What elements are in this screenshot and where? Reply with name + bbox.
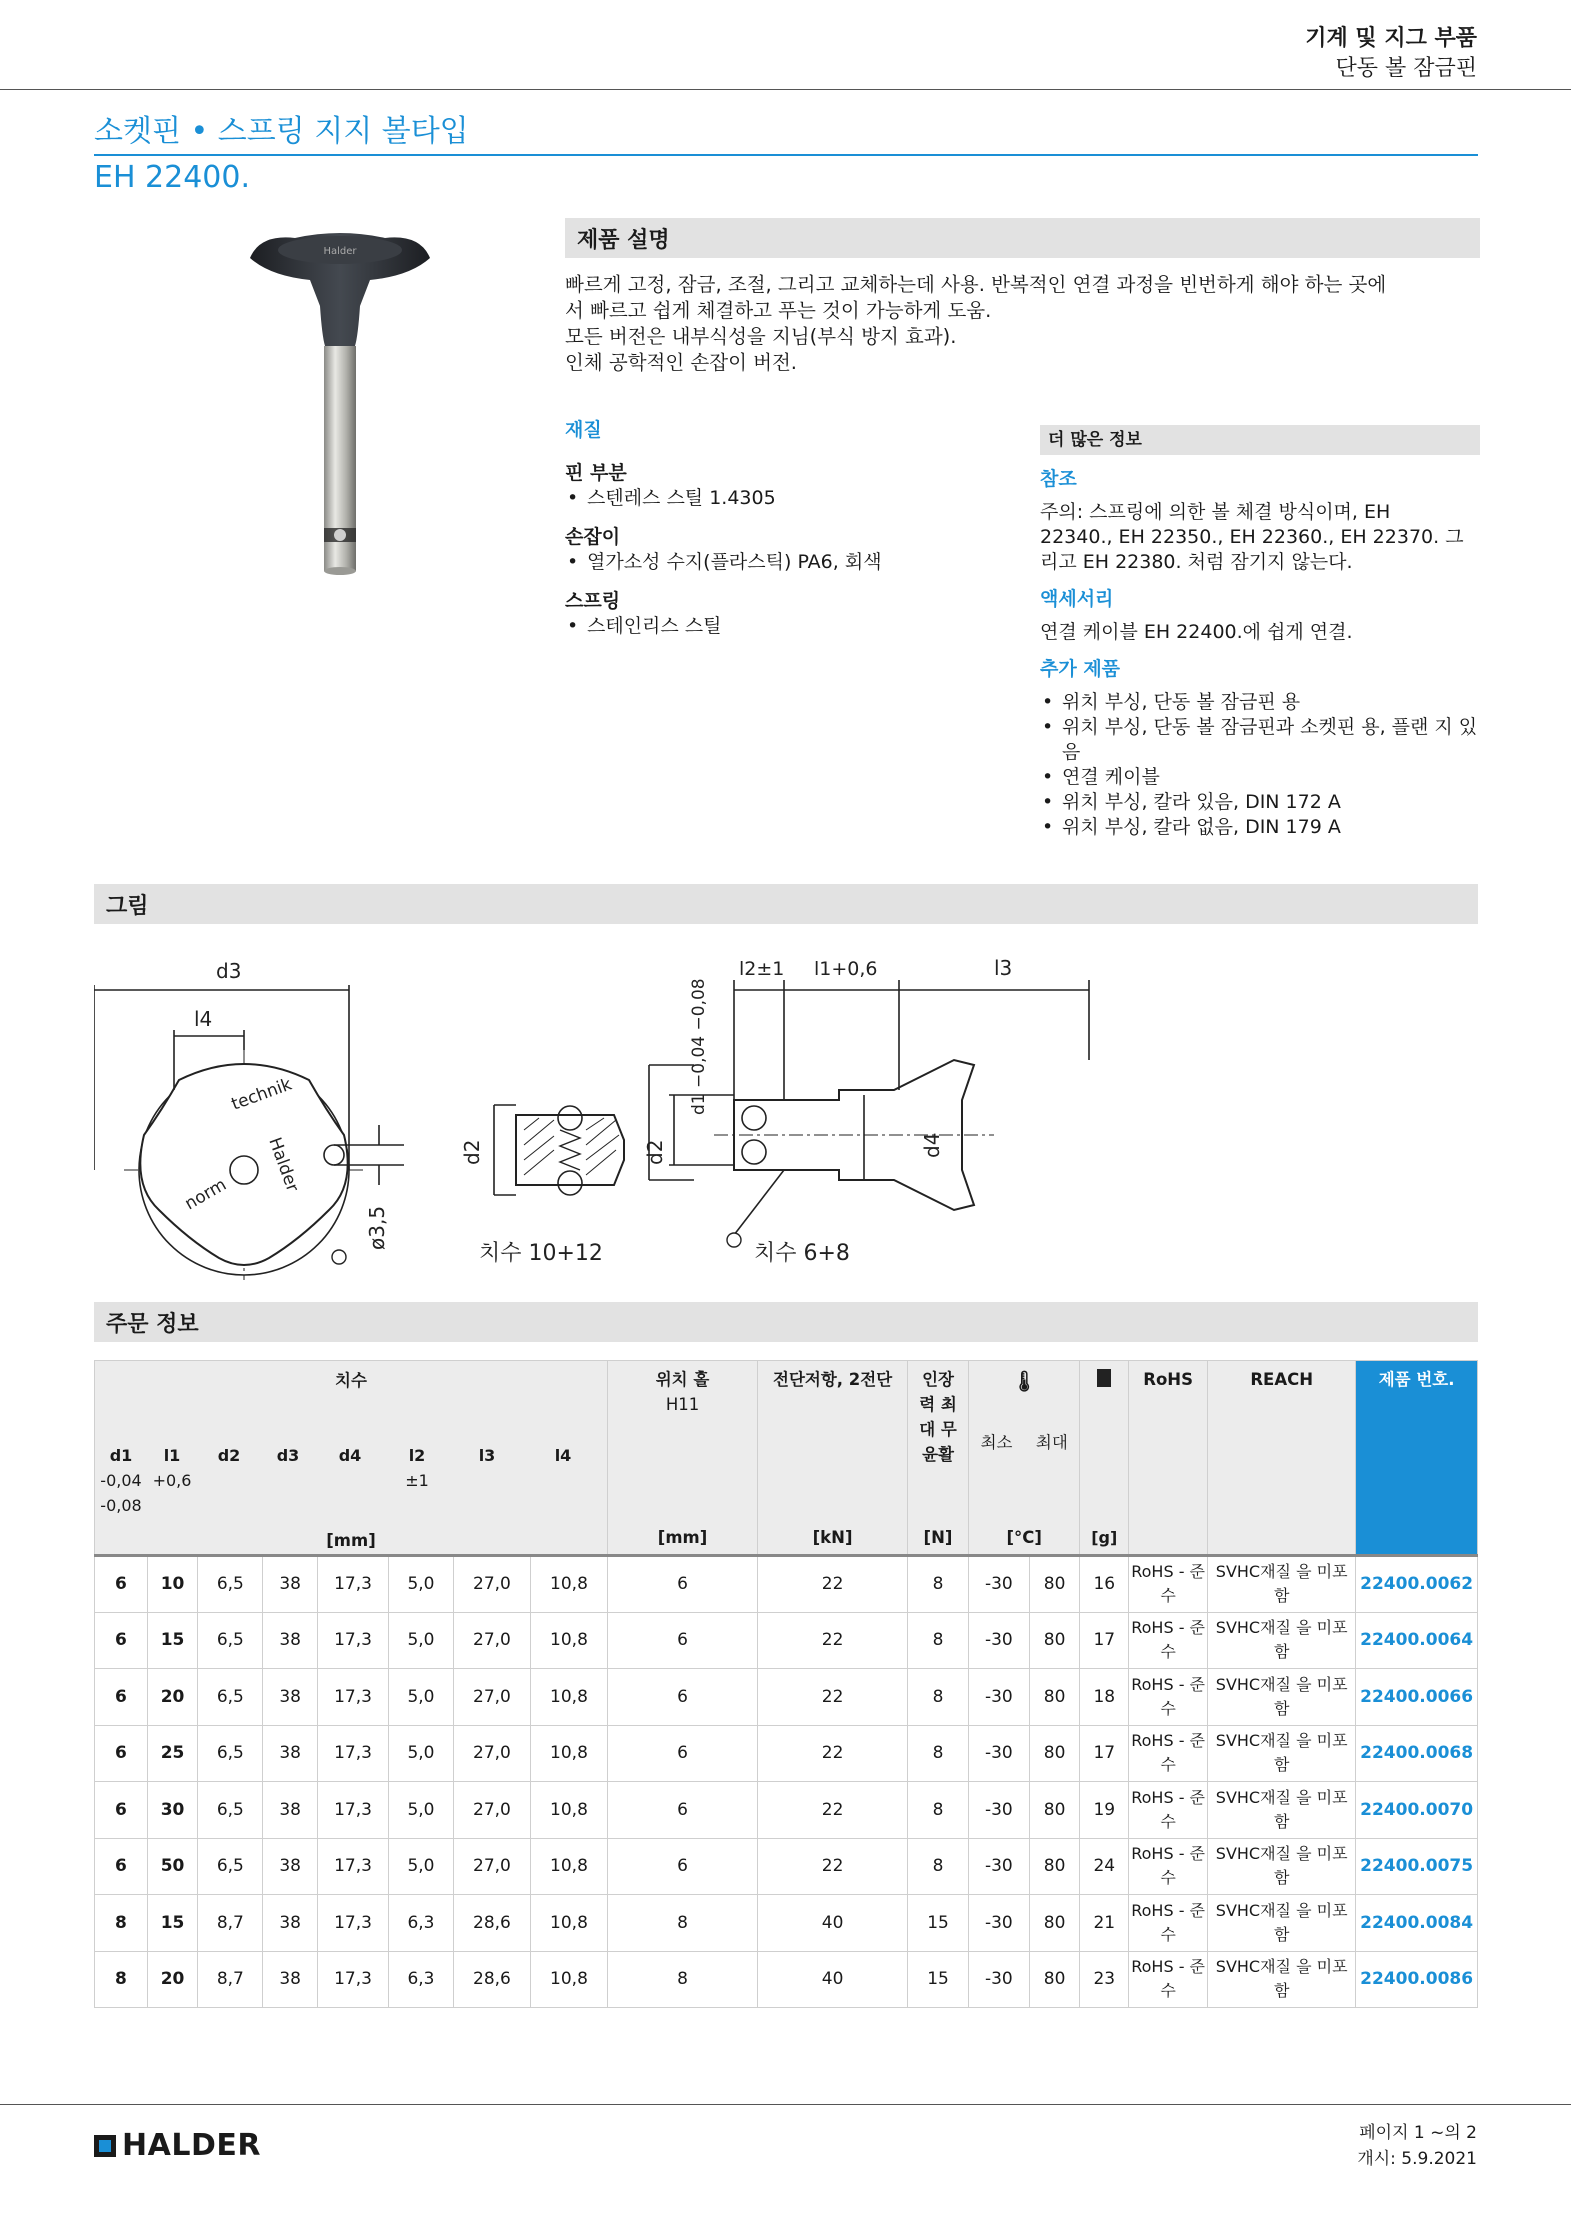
additional-product-item: • 위치 부싱, 단동 볼 잠금핀과 소켓핀 용, 플랜 지 있음 bbox=[1040, 715, 1480, 765]
title-block bbox=[94, 112, 1478, 196]
table-cell: RoHS - 준수 bbox=[1129, 1725, 1208, 1782]
l1-tolerance: +0,6 bbox=[152, 1471, 192, 1490]
table-cell: 19 bbox=[1080, 1782, 1129, 1839]
description-line: 모든 버전은 내부식성을 지님(부식 방지 효과). bbox=[565, 325, 957, 348]
table-cell: RoHS - 준수 bbox=[1129, 1782, 1208, 1839]
table-cell: 38 bbox=[263, 1782, 318, 1839]
table-cell: 28,6 bbox=[453, 1895, 530, 1952]
table-cell: SVHC재질 을 미포함 bbox=[1208, 1725, 1356, 1782]
col-d4: d4 bbox=[338, 1446, 362, 1465]
table-cell: 5,0 bbox=[389, 1782, 454, 1839]
table-cell: 38 bbox=[263, 1669, 318, 1726]
table-cell: 40 bbox=[758, 1951, 908, 2008]
table-cell: 80 bbox=[1029, 1782, 1080, 1839]
material-group-name: 핀 부분 bbox=[565, 462, 627, 484]
table-cell: 17,3 bbox=[318, 1669, 389, 1726]
title-separator: • bbox=[190, 114, 209, 149]
table-cell: 40 bbox=[758, 1895, 908, 1952]
table-row bbox=[95, 1612, 1478, 1669]
page-number: 페이지 1 ~의 2 bbox=[1359, 2123, 1477, 2143]
table-cell: SVHC재질 을 미포함 bbox=[1208, 1669, 1356, 1726]
col-l2-label: l2 bbox=[408, 1446, 426, 1465]
description-line: 빠르게 고정, 잠금, 조절, 그리고 교체하는데 사용. 반복적인 연결 과정을 빈번하게 해야 하는 곳에 bbox=[565, 273, 1387, 296]
issue-date: 개시: 5.9.2021 bbox=[1357, 2149, 1477, 2169]
col-l1-label: l1 bbox=[163, 1446, 181, 1465]
temperature-header bbox=[968, 1361, 1080, 1556]
reach-header: REACH bbox=[1208, 1361, 1356, 1556]
table-cell: 6 bbox=[608, 1612, 758, 1669]
weight-icon bbox=[1097, 1369, 1111, 1387]
page-title bbox=[94, 112, 1478, 152]
table-cell: 27,0 bbox=[453, 1612, 530, 1669]
table-cell: 17,3 bbox=[318, 1895, 389, 1952]
table-cell: 8,7 bbox=[198, 1951, 263, 2008]
table-cell: 22 bbox=[758, 1669, 908, 1726]
knob-text-norm: norm bbox=[181, 1174, 230, 1215]
temp-max-label: 최대 bbox=[1035, 1433, 1068, 1452]
table-cell: 5,0 bbox=[389, 1669, 454, 1726]
product-number-cell[interactable]: 22400.0086 bbox=[1356, 1951, 1478, 2008]
table-cell: 6 bbox=[95, 1612, 148, 1669]
table-cell: RoHS - 준수 bbox=[1129, 1951, 1208, 2008]
table-cell: 80 bbox=[1029, 1725, 1080, 1782]
table-cell: 8 bbox=[95, 1895, 148, 1952]
table-cell: 16 bbox=[1080, 1556, 1129, 1613]
logo-mark-icon bbox=[94, 2135, 116, 2157]
col-d1 bbox=[95, 1443, 147, 1518]
material-item: • 열가소성 수지(플라스틱) PA6, 회색 bbox=[565, 550, 985, 575]
dims-title: 치수 bbox=[335, 1371, 367, 1390]
table-cell: 6 bbox=[608, 1669, 758, 1726]
pull-header bbox=[908, 1361, 969, 1556]
table-row bbox=[95, 1782, 1478, 1839]
label-d3: d3 bbox=[216, 959, 242, 983]
halder-logo bbox=[94, 2128, 261, 2163]
table-cell: 10,8 bbox=[530, 1951, 607, 2008]
product-number-cell[interactable]: 22400.0075 bbox=[1356, 1838, 1478, 1895]
table-cell: RoHS - 준수 bbox=[1129, 1612, 1208, 1669]
table-row bbox=[95, 1725, 1478, 1782]
table-cell: 8 bbox=[908, 1669, 969, 1726]
table-cell: 6 bbox=[95, 1669, 148, 1726]
table-cell: 8 bbox=[908, 1612, 969, 1669]
table-cell: 80 bbox=[1029, 1612, 1080, 1669]
table-cell: 10,8 bbox=[530, 1556, 607, 1613]
weight-header bbox=[1080, 1361, 1129, 1556]
l2-tolerance: ±1 bbox=[405, 1471, 429, 1490]
table-cell: SVHC재질 을 미포함 bbox=[1208, 1612, 1356, 1669]
table-cell: 20 bbox=[147, 1669, 198, 1726]
table-cell: 15 bbox=[908, 1951, 969, 2008]
table-cell: 5,0 bbox=[389, 1612, 454, 1669]
additional-product-item: • 위치 부싱, 칼라 있음, DIN 172 A bbox=[1040, 790, 1480, 815]
caption-size-6-8: 치수 6+8 bbox=[754, 1241, 850, 1266]
table-cell: 6,5 bbox=[198, 1838, 263, 1895]
order-heading: 주문 정보 bbox=[94, 1302, 1478, 1342]
table-cell: 17 bbox=[1080, 1612, 1129, 1669]
dims-unit: [mm] bbox=[326, 1531, 376, 1550]
table-cell: RoHS - 준수 bbox=[1129, 1669, 1208, 1726]
label-phi35: ø3,5 bbox=[365, 1205, 389, 1250]
table-cell: 27,0 bbox=[453, 1838, 530, 1895]
rohs-header: RoHS bbox=[1129, 1361, 1208, 1556]
table-cell: 10,8 bbox=[530, 1725, 607, 1782]
table-cell: 22 bbox=[758, 1838, 908, 1895]
note-line: 리고 EH 22380. 처럼 잠기지 않는다. bbox=[1040, 551, 1353, 573]
material-section bbox=[565, 418, 985, 639]
table-cell: SVHC재질 을 미포함 bbox=[1208, 1838, 1356, 1895]
product-number-cell[interactable]: 22400.0070 bbox=[1356, 1782, 1478, 1839]
table-cell: 22 bbox=[758, 1782, 908, 1839]
dims-header bbox=[95, 1361, 608, 1556]
table-cell: 80 bbox=[1029, 1951, 1080, 2008]
table-cell: 6,5 bbox=[198, 1612, 263, 1669]
table-cell: 10 bbox=[147, 1556, 198, 1613]
knob-text-technik: technik bbox=[228, 1074, 295, 1115]
col-d1-label: d1 bbox=[109, 1446, 133, 1465]
table-cell: 80 bbox=[1029, 1556, 1080, 1613]
table-cell: 8 bbox=[608, 1951, 758, 2008]
d1-tolerance: -0,04 -0,08 bbox=[100, 1471, 142, 1515]
table-cell: 38 bbox=[263, 1725, 318, 1782]
table-cell: 15 bbox=[147, 1612, 198, 1669]
table-cell: 27,0 bbox=[453, 1556, 530, 1613]
description-line: 인체 공학적인 손잡이 버전. bbox=[565, 351, 798, 374]
table-cell: 6,3 bbox=[389, 1951, 454, 2008]
table-cell: 22 bbox=[758, 1612, 908, 1669]
table-cell: 6,5 bbox=[198, 1669, 263, 1726]
label-d2-b: d2 bbox=[643, 1139, 667, 1165]
product-number-header: 제품 번호. bbox=[1356, 1361, 1478, 1556]
table-cell: SVHC재질 을 미포함 bbox=[1208, 1782, 1356, 1839]
table-cell: 23 bbox=[1080, 1951, 1129, 2008]
label-l1: l1+0,6 bbox=[814, 958, 878, 980]
table-cell: 27,0 bbox=[453, 1782, 530, 1839]
pull-label: 인장력 최대 무윤활 bbox=[919, 1370, 957, 1464]
material-item: • 스테인리스 스틸 bbox=[565, 614, 985, 639]
description-text bbox=[565, 272, 1480, 376]
product-number-cell[interactable]: 22400.0066 bbox=[1356, 1669, 1478, 1726]
technical-drawing bbox=[94, 940, 1194, 1280]
table-cell: 22 bbox=[758, 1556, 908, 1613]
table-cell: 5,0 bbox=[389, 1725, 454, 1782]
material-heading: 재질 bbox=[565, 419, 602, 441]
shear-unit: [kN] bbox=[812, 1528, 853, 1547]
table-cell: 24 bbox=[1080, 1838, 1129, 1895]
knob-text-halder: Halder bbox=[264, 1134, 303, 1195]
label-l2: l2±1 bbox=[739, 958, 785, 980]
table-cell: 10,8 bbox=[530, 1895, 607, 1952]
product-photo bbox=[240, 228, 440, 588]
additional-product-item: • 연결 케이블 bbox=[1040, 765, 1480, 790]
table-cell: 17,3 bbox=[318, 1725, 389, 1782]
shear-header bbox=[758, 1361, 908, 1556]
table-row bbox=[95, 1951, 1478, 2008]
note-line: 22340., EH 22350., EH 22360., EH 22370. 그 bbox=[1040, 526, 1464, 548]
table-cell: 15 bbox=[147, 1895, 198, 1952]
table-cell: 27,0 bbox=[453, 1669, 530, 1726]
table-cell: 6 bbox=[95, 1838, 148, 1895]
header-category: 기계 및 지그 부품 bbox=[1305, 26, 1477, 51]
order-table bbox=[94, 1360, 1478, 2008]
table-cell: SVHC재질 을 미포함 bbox=[1208, 1895, 1356, 1952]
table-cell: 80 bbox=[1029, 1669, 1080, 1726]
table-cell: 8 bbox=[908, 1782, 969, 1839]
table-row bbox=[95, 1669, 1478, 1726]
table-cell: -30 bbox=[968, 1669, 1029, 1726]
table-cell: 17,3 bbox=[318, 1951, 389, 2008]
table-cell: 10,8 bbox=[530, 1782, 607, 1839]
table-cell: 6,5 bbox=[198, 1725, 263, 1782]
table-cell: 80 bbox=[1029, 1895, 1080, 1952]
more-info-bar: 더 많은 정보 bbox=[1040, 425, 1480, 455]
table-cell: 30 bbox=[147, 1782, 198, 1839]
label-d4: d4 bbox=[920, 1132, 944, 1158]
photo-brand-text: Halder bbox=[323, 246, 357, 257]
table-cell: 5,0 bbox=[389, 1838, 454, 1895]
table-cell: RoHS - 준수 bbox=[1129, 1838, 1208, 1895]
label-d1: d1 −0,04 −0,08 bbox=[689, 978, 709, 1115]
material-group-name: 손잡이 bbox=[565, 526, 621, 548]
additional-product-item: • 위치 부싱, 단동 볼 잠금핀 용 bbox=[1040, 690, 1480, 715]
col-l1 bbox=[147, 1443, 197, 1518]
table-cell: 38 bbox=[263, 1895, 318, 1952]
table-cell: 20 bbox=[147, 1951, 198, 2008]
table-cell: 8 bbox=[908, 1725, 969, 1782]
header-divider bbox=[0, 89, 1571, 90]
table-cell: -30 bbox=[968, 1725, 1029, 1782]
pos-hole-label: 위치 홀 bbox=[655, 1370, 710, 1389]
title-rule bbox=[94, 154, 1478, 156]
table-cell: 21 bbox=[1080, 1895, 1129, 1952]
table-cell: 25 bbox=[147, 1725, 198, 1782]
accessory-heading: 액세서리 bbox=[1040, 588, 1114, 610]
table-cell: 8,7 bbox=[198, 1895, 263, 1952]
footer-meta bbox=[1357, 2120, 1477, 2172]
table-cell: 6 bbox=[95, 1725, 148, 1782]
description-heading: 제품 설명 bbox=[565, 218, 1480, 258]
table-cell: 80 bbox=[1029, 1838, 1080, 1895]
note-heading: 참조 bbox=[1040, 468, 1077, 490]
table-cell: RoHS - 준수 bbox=[1129, 1895, 1208, 1952]
temp-min-label: 최소 bbox=[980, 1433, 1013, 1452]
table-cell: 18 bbox=[1080, 1669, 1129, 1726]
table-cell: 27,0 bbox=[453, 1725, 530, 1782]
table-cell: 38 bbox=[263, 1951, 318, 2008]
table-row bbox=[95, 1838, 1478, 1895]
col-l3: l3 bbox=[478, 1446, 496, 1465]
table-cell: 6 bbox=[608, 1782, 758, 1839]
table-cell: -30 bbox=[968, 1895, 1029, 1952]
table-cell: SVHC재질 을 미포함 bbox=[1208, 1951, 1356, 2008]
table-cell: -30 bbox=[968, 1556, 1029, 1613]
col-l2 bbox=[385, 1443, 449, 1518]
table-cell: 10,8 bbox=[530, 1838, 607, 1895]
label-d2-a: d2 bbox=[460, 1139, 484, 1165]
table-cell: 17,3 bbox=[318, 1612, 389, 1669]
label-l4: l4 bbox=[194, 1007, 213, 1031]
table-cell: -30 bbox=[968, 1612, 1029, 1669]
thermometer-icon: 🌡 bbox=[1011, 1369, 1037, 1393]
pos-hole-unit: [mm] bbox=[657, 1528, 708, 1547]
pos-hole-header bbox=[608, 1361, 758, 1556]
table-cell: 17 bbox=[1080, 1725, 1129, 1782]
table-cell: 6 bbox=[608, 1838, 758, 1895]
description-line: 서 빠르고 쉽게 체결하고 푸는 것이 가능하게 도움. bbox=[565, 299, 992, 322]
product-number-cell[interactable]: 22400.0084 bbox=[1356, 1895, 1478, 1952]
col-l4: l4 bbox=[554, 1446, 572, 1465]
col-d3: d3 bbox=[276, 1446, 300, 1465]
product-number-cell[interactable]: 22400.0068 bbox=[1356, 1725, 1478, 1782]
table-cell: 8 bbox=[608, 1895, 758, 1952]
table-cell: 22 bbox=[758, 1725, 908, 1782]
table-cell: 17,3 bbox=[318, 1782, 389, 1839]
pull-unit: [N] bbox=[923, 1528, 953, 1547]
table-cell: 15 bbox=[908, 1895, 969, 1952]
weight-unit: [g] bbox=[1091, 1528, 1118, 1547]
col-d2: d2 bbox=[217, 1446, 241, 1465]
material-item: • 스텐레스 스틸 1.4305 bbox=[565, 486, 985, 511]
footer-divider bbox=[0, 2104, 1571, 2105]
table-cell: 38 bbox=[263, 1838, 318, 1895]
table-cell: -30 bbox=[968, 1782, 1029, 1839]
product-number-cell[interactable]: 22400.0062 bbox=[1356, 1556, 1478, 1613]
table-cell: 6 bbox=[608, 1725, 758, 1782]
title-name-a: 소켓핀 bbox=[94, 114, 181, 149]
table-cell: 38 bbox=[263, 1556, 318, 1613]
table-cell: 6 bbox=[95, 1782, 148, 1839]
table-row bbox=[95, 1895, 1478, 1952]
header-subcategory: 단동 볼 잠금핀 bbox=[1335, 56, 1477, 81]
title-name-b: 스프링 지지 볼타입 bbox=[217, 114, 469, 149]
material-group-name: 스프링 bbox=[565, 590, 621, 612]
table-cell: 10,8 bbox=[530, 1669, 607, 1726]
logo-text: HALDER bbox=[122, 2128, 261, 2163]
note-line: 주의: 스프링에 의한 볼 체결 방식이며, EH bbox=[1040, 501, 1391, 523]
table-cell: -30 bbox=[968, 1951, 1029, 2008]
product-code: EH 22400. bbox=[94, 160, 251, 195]
table-cell: 6 bbox=[95, 1556, 148, 1613]
caption-size-10-12: 치수 10+12 bbox=[479, 1241, 603, 1266]
table-cell: 6 bbox=[608, 1556, 758, 1613]
pos-hole-tolerance: H11 bbox=[665, 1395, 700, 1414]
additional-product-item: • 위치 부싱, 칼라 없음, DIN 179 A bbox=[1040, 815, 1480, 840]
shear-label: 전단저항, 2전단 bbox=[773, 1370, 893, 1389]
table-cell: 6,3 bbox=[389, 1895, 454, 1952]
table-cell: 5,0 bbox=[389, 1556, 454, 1613]
table-cell: SVHC재질 을 미포함 bbox=[1208, 1556, 1356, 1613]
additional-products-heading: 추가 제품 bbox=[1040, 658, 1121, 680]
table-cell: 6,5 bbox=[198, 1782, 263, 1839]
document-header bbox=[1305, 24, 1477, 84]
table-cell: 8 bbox=[95, 1951, 148, 2008]
table-cell: 28,6 bbox=[453, 1951, 530, 2008]
accessory-text: 연결 케이블 EH 22400.에 쉽게 연결. bbox=[1040, 621, 1353, 643]
table-cell: 6,5 bbox=[198, 1556, 263, 1613]
drawing-heading: 그림 bbox=[94, 884, 1478, 924]
table-cell: 17,3 bbox=[318, 1556, 389, 1613]
table-cell: -30 bbox=[968, 1838, 1029, 1895]
table-cell: 8 bbox=[908, 1556, 969, 1613]
table-cell: 50 bbox=[147, 1838, 198, 1895]
table-row bbox=[95, 1556, 1478, 1613]
label-l3: l3 bbox=[994, 956, 1013, 980]
table-cell: 8 bbox=[908, 1838, 969, 1895]
more-info-section bbox=[1040, 425, 1480, 840]
table-cell: 17,3 bbox=[318, 1838, 389, 1895]
table-cell: RoHS - 준수 bbox=[1129, 1556, 1208, 1613]
table-cell: 38 bbox=[263, 1612, 318, 1669]
table-cell: 10,8 bbox=[530, 1612, 607, 1669]
temperature-unit: [°C] bbox=[1006, 1528, 1042, 1547]
product-number-cell[interactable]: 22400.0064 bbox=[1356, 1612, 1478, 1669]
